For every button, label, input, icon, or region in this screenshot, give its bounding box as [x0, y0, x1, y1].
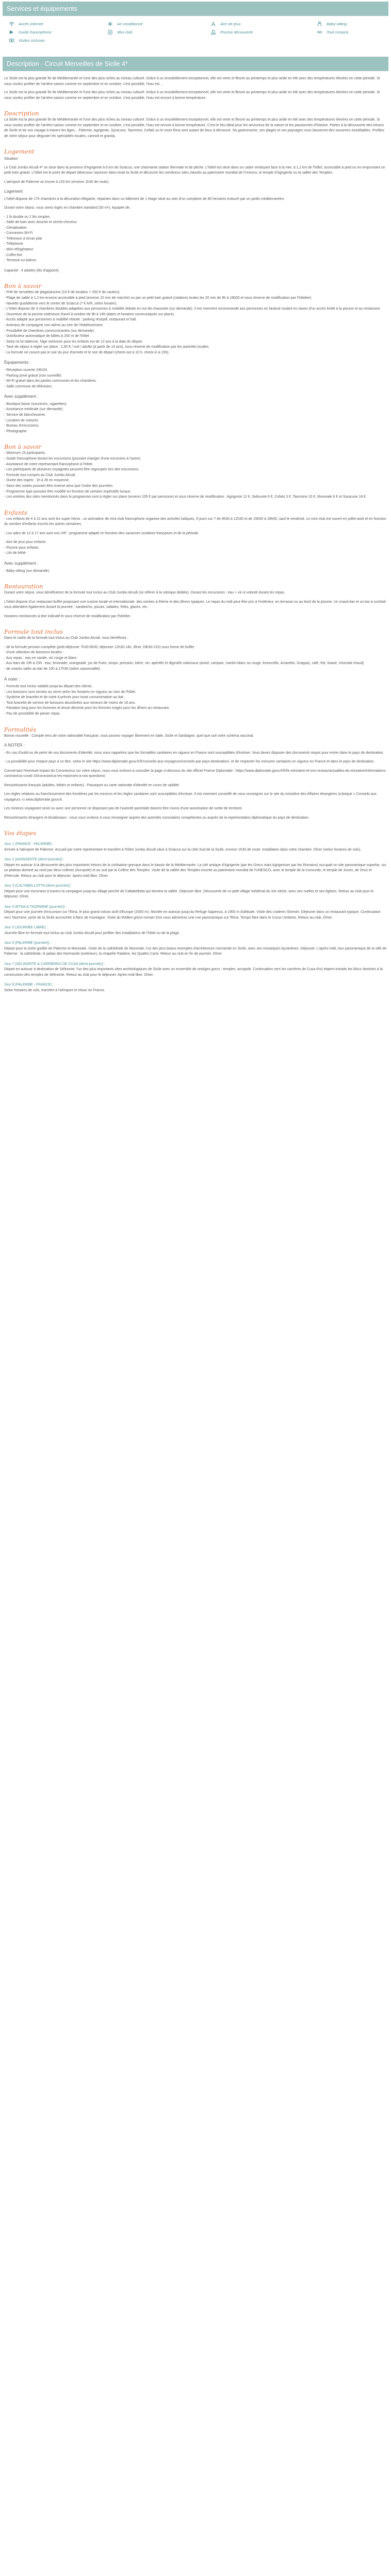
- list-item: - Aux repas : eau en carafe, vin rouge et blanc: [4, 656, 77, 660]
- all-inclusive-notes-label: À noter :: [4, 676, 20, 682]
- intro-paragraph: Le Sicile est la plus grande île de Méditerranée et l'une des plus riches au niveau culturel. Grâce à un ensoleillement exceptionnel, elle est verte et fleurie au printemps et plus aride en été avec des températures élevées en cette période. Si vous voulez profiter de l'arrière-saison comme en septembre et en octobre, c'est possible, l'eau est ...: [4, 77, 380, 86]
- list-item: - 1 lit double ou 2 lits simples: [4, 215, 50, 219]
- list-item: - Salle commune de télévision.: [4, 384, 53, 388]
- list-item: - Service de blanchisserie.: [4, 413, 46, 417]
- children-list: [4, 540, 387, 556]
- facilities-label: Équipements :: [4, 360, 31, 365]
- list-item: - Distributeur automatique de billets à 250 m de l'hôtel.: [4, 334, 90, 338]
- formalities-paragraph: - En cas d'oubli ou de perte de vos documents d'identité, nous vous rappelons que les formalités sanitaires en vigueur en France sont susceptibles d'évoluer. Vous devez disposer des documents requis pour entrer dans le pays de destination.: [4, 751, 384, 755]
- all-inclusive-notes: [4, 684, 387, 717]
- day-title: Jour 6 (PALERME (journée)) :: [4, 941, 52, 945]
- restaurant-paragraph: Horaires mentionnés à titre indicatif et sous réserve de modification par l'hôtelier.: [4, 614, 132, 618]
- situation-label: Situation: [4, 157, 18, 161]
- list-item: - Pas de possibilité de panier repas.: [4, 712, 61, 716]
- list-item: - Photographe.: [4, 429, 28, 433]
- list-item: - Piscine pour enfants.: [4, 546, 40, 550]
- rooms-label: Logement: [4, 189, 23, 194]
- amenity-item: [107, 21, 210, 27]
- wifi-icon: [9, 21, 14, 27]
- all-inclusive-icon: [317, 29, 322, 35]
- list-item: - Bureau d'excursions.: [4, 424, 40, 428]
- list-item: - Terrasse ou balcon: [4, 259, 37, 263]
- baby-icon: [317, 21, 322, 27]
- list-item: - Climatisation: [4, 226, 27, 230]
- list-item: - d'une sélection de boissons locales :: [4, 651, 64, 655]
- list-item: - Wi-Fi gratuit dans les parties communes et les chambres.: [4, 379, 97, 383]
- day-text: Journée libre en formule tout inclus au club Jumbo Alcudi pour profiter des installations de l'hôtel ou de la plage.: [4, 931, 180, 935]
- all-inclusive-intro: Dans le cadre de la formule tout inclus au Club Jumbo Alcudi, vous bénéficiez :: [4, 636, 128, 640]
- children-paid-list: [4, 569, 387, 574]
- list-item: - Taxe de séjour à régler sur place : 2,50 € / nuit / adulte (à partir de 14 ans), sous réserve de modification par les autorités locales.: [4, 345, 210, 349]
- list-item: - Location de voitures.: [4, 418, 39, 422]
- list-item: - Selon la loi italienne, l'âge minimum pour les enfants est de 12 ans à la date du départ.: [4, 340, 143, 344]
- amenity-item: [210, 29, 317, 35]
- section-title-formalities: Formalités: [4, 725, 37, 733]
- formalities-paragraph: Les mineurs voyageant seuls ou avec une personne ne disposant pas de l'autorité parentale doivent être munis d'une autorisation de sortie de territoire.: [4, 807, 243, 811]
- list-item: - Mini-réfrigérateur: [4, 248, 34, 252]
- formalities-paragraph: Les règles relatives au franchissement des frontières par les mineurs et les règles sanitaires sont susceptibles d'évoluer. Il est vivement conseillé de vous renseigner sur le site du ministère des Affaires étrangères (rubrique « Conseils aux voyageurs ») www.diplomatie.gouv.fr.: [4, 792, 377, 802]
- list-item: - Durée des trajets : 1h à 3h en moyenne.: [4, 479, 70, 483]
- day-text: Départ en autocar à la découverte des plus importants trésors de la civilisation grecque dans le bassin de la Méditerranée. La cité antique d'Agrigente (par les Grecs mais Agrigentum par les Romains) occupait un site panoramique superbe, sur un plateau dominé au nord par deux collines (Acropole) et au sud par la Colline des Temples. Visite de la vallée des Temples inscrite au patrimoine mondial de l'UNESCO, avec le temple de la Concorde, le temple de Junon, de Zeus et d'Hercule. Retour au club pour le déjeuner. Après-midi libre. Dîner.: [4, 863, 386, 878]
- list-item: - Les boissons sont servies au verre selon les horaires en vigueur au sein de l'hôtel.: [4, 690, 136, 694]
- section-title-info: Bon à savoir: [4, 282, 42, 290]
- day-title: Jour 8 (PALERME - FRANCE) :: [4, 983, 54, 987]
- day-text: Départ en autocar à destination de Sélinonte, l'un des plus importants sites archéologiques de Sicile avec un ensemble de vestiges grecs : temples, acropole. Continuation vers les carrières de Cusa d'où étaient extraits les blocs destinés à la construction des temples de Sélinonte. Retour au club pour le déjeuner. Après-midi libre. Dîner.: [4, 968, 383, 977]
- amenity-label: Accès internet: [19, 22, 43, 26]
- all-inclusive-list: [4, 645, 387, 672]
- amenity-label: Mini club: [117, 30, 133, 35]
- formalities-paragraph: Concernant l'éventuel impact du Coronavirus sur votre séjour, nous vous invitons à consulter la page ci-dessous du site officiel France Diplomatie : https://www.diplomatie.gouv.fr/fr/le-ministere-et-son-reseau/actualites-du-ministere/informations-coronavirus-covid-19/coronavirus-les-reponses-a-vos-questions/: [4, 769, 387, 778]
- formalities-paragraph: Ressortissants français (adultes, bébés et enfants) : Passeport ou carte nationale d'identité en cours de validité.: [4, 783, 180, 787]
- rooms-equipment-list: [4, 215, 387, 264]
- day-text: Selon horaires de vols, transfert à l'aéroport et retour en France.: [4, 988, 105, 992]
- list-item: - Lits de bébé.: [4, 551, 27, 555]
- section-title-description: Description: [4, 110, 39, 117]
- mini-club-icon: [107, 29, 113, 35]
- description-header: Description - Circuit Merveilles de Sicile 4*: [3, 57, 388, 71]
- list-item: - Pantalon long pour les hommes et tenue décente pour les femmes exigés pour les dîners au restaurant.: [4, 706, 170, 710]
- guide-icon: [9, 29, 14, 35]
- list-item: - Animaux de compagnie non admis au sein de l'établissement.: [4, 323, 104, 327]
- restaurant-paragraph: Durant votre séjour, vous bénéficierez de la formule tout inclus au Club Jumbo Alcudi (se référer à la rubrique dédiée). Durant les excursions : eau + vin à volonté durant les repas.: [4, 591, 285, 595]
- airport-paragraph: L'aéroport de Palerme se trouve à 120 km (environ 1h30 de route).: [4, 180, 109, 184]
- amenities-grid: [3, 16, 388, 46]
- amenity-label: Tout compris: [327, 30, 349, 35]
- list-item: - Connexion Wi-Fi: [4, 231, 33, 235]
- list-item: - Possibilité de chambres communicantes (sur demande).: [4, 329, 95, 333]
- list-item: - Formule tout inclus valable jusqu'au départ des clients.: [4, 685, 93, 689]
- list-item: - Tout bracelet de service de boissons alcoolisées aux mineurs de moins de 18 ans.: [4, 701, 136, 705]
- day-title: Jour 3 (CALTABELLOTTA (demi-journée)) :: [4, 884, 72, 888]
- list-item: - Ouverture de la piscine extérieure d'avril à octobre de 9h à 19h (dates et horaires communiqués sur place).: [4, 312, 175, 316]
- description-paragraph: La Sicile est la plus grande île de Méditerranée et l'une des plus riches au niveau culturel. Grâce à un ensoleillement exceptionnel, elle est verte et fleurie au printemps et plus aride en été avec des températures élevées en cette période. Si vous voulez profiter de l'arrière-saison comme en septembre et en octobre, c'est possible, l'eau est encore à bonne température. C'est le lieu idéal pour les amoureux de la nature et les passionnés d'histoire. Partez à la découverte des trésors de Sicile et de son voyage à travers les âges... Palerme, Agrigente, Syracuse, Taormine, Cefalù ou le mont Etna sont autant de lieux à découvrir. Sa gastronomie, ses plages et ses paysages vous laisseront des souvenirs inoubliables. Profitez de votre séjour pour déguster les spécialités locales, cannoli et granita.: [4, 118, 385, 138]
- itinerary: [4, 842, 387, 993]
- day-title: Jour 7 (SELINONTE & CARRIÈRES DE CUSA (demi-journée)) :: [4, 962, 106, 966]
- list-item: - Système de bracelet et de carte à prévoir pour toute consommation au bar.: [4, 696, 124, 700]
- list-item: - Formule tout compris au Club Jumbo Alcudi.: [4, 473, 76, 477]
- list-item: - Assistance médicale (sur demande).: [4, 408, 64, 412]
- list-item: - L'hôtel dispose de 3 chambres doubles adaptées aux personnes à mobilité réduite en rez-de-chaussée (sur demande). Il est vivement recommandé aux personnes en fauteuil roulant en raison d'un accès limité à la piscine et au restaurant.: [4, 307, 381, 311]
- list-item: - Les participants de plusieurs voyagistes peuvent être regroupés lors des excursions.: [4, 468, 139, 472]
- list-item: - Baby-sitting (sur demande).: [4, 569, 50, 573]
- restaurant-paragraph: L'hôtel dispose d'un restaurant buffet proposant une cuisine locale et internationale, des soirées à thème et des dîners typiques. Le repas du midi peut être pris à l'extérieur, en terrasse ou au bord de la piscine. Un snack-bar et un bar à cocktail vous attendent également durant la journée : sandwichs, pizzas, salades, frites, glaces, etc.: [4, 600, 386, 609]
- amenity-item: [317, 29, 391, 35]
- capacity-paragraph: Capacité : 4 adultes (lits d'appoint).: [4, 268, 60, 273]
- facilities-list: [4, 368, 387, 389]
- excursion-icon: [9, 38, 14, 43]
- formalities-note-label: A NOTER :: [4, 743, 25, 748]
- section-title-itinerary: Vos étapes: [4, 829, 37, 837]
- day-title: Jour 1 (FRANCE - PALERME) :: [4, 842, 54, 846]
- list-item: - Réception ouverte 24h/24.: [4, 368, 48, 372]
- day-title: Jour 4 (ETNA & TAORMINE (journée)) :: [4, 905, 67, 909]
- list-item: - Prêt de serviettes de plage/piscine (10 € de location + 250 € de caution).: [4, 291, 121, 295]
- amenity-item: [9, 21, 107, 27]
- list-item: - de la formule pension complète (petit-déjeuner 7h30-9h30, déjeuner 12h30-14h, dîner 19h30-21h) sous forme de buffet: [4, 645, 194, 649]
- amenity-item: [107, 29, 210, 35]
- list-item: - Minimum 15 participants.: [4, 451, 46, 455]
- paid-services-label: Avec supplément :: [4, 394, 39, 399]
- rooms-equipment-intro: Durant votre séjour, vous serez logés en chambre standard (30 m²), équipée de :: [4, 206, 132, 210]
- children-paid-label: Avec supplément :: [4, 561, 39, 566]
- description-content: [3, 71, 388, 993]
- list-item: - La formule ne couvre pas le soir du jour d'arrivée et le soir de départ (check-out à 10 h, check-in à 15h).: [4, 350, 170, 354]
- day-title: Jour 2 (AGRIGENTE (demi-journée)) :: [4, 858, 64, 862]
- intro-block: [4, 76, 387, 101]
- amenity-item: [9, 38, 107, 43]
- section-title-restaurant: Restauration: [4, 583, 43, 590]
- list-item: - Sans des visites pouvant être inversé ainsi que l'ordre des journées.: [4, 484, 113, 488]
- day-text: Arrivée à l'aéroport de Palerme. Accueil par notre représentant et transfert à l'hôtel Jumbo Alcudi situé à Sciacca sur la côte Sud de la Sicile, environ 1h30 de route. Installation dans votre chambre. Dîner (selon horaires de vols).: [4, 848, 362, 852]
- amenities-header: Services et équipements: [3, 2, 388, 16]
- snowflake-icon: [107, 21, 113, 27]
- list-item: - Aux bars de 10h à 23h : eau, limonade, orangeade, jus de fruits, sirops, pression, bière, vin, apéritifs et digestifs nationaux (anisé, campari, martini blanc ou rouge, limoncello, Amaretto, Grappa), café, thé, tisane, chocolat chaud): [4, 662, 364, 666]
- list-item: - Programme type pouvant être modifié en fonction de certains impératifs locaux.: [4, 489, 132, 494]
- tour-info-list: [4, 451, 387, 500]
- list-item: - Coffre-fort: [4, 253, 23, 257]
- amenity-label: Piscine découverte: [220, 30, 253, 35]
- list-item: - Salle de bain avec douche et sèche-cheveux: [4, 221, 77, 225]
- teens-paragraph: - Les ados de 12 à 17 ans sont nos VIP : programme adapté en fonction des vacances scolaires françaises et de la période.: [4, 531, 199, 535]
- list-item: - Navette quotidienne vers le centre de Sciacca (7 € A/R, selon horaire).: [4, 301, 118, 306]
- amenity-item: [317, 21, 391, 27]
- section-title-children: Enfants: [4, 509, 27, 516]
- list-item: - Assistance de notre représentant francophone à l'hôtel.: [4, 462, 93, 466]
- paid-services-list: [4, 402, 387, 435]
- list-item: - de snacks salés au bar de 10h à 17h30 (selon saisonnalité).: [4, 667, 101, 671]
- playground-icon: [210, 21, 216, 27]
- children-paragraph: - Les enfants de 4 à 12 ans sont les super héros : un animateur de mini-club francophone organise des activités ludiques, 6 jours sur 7 de 9h30 à 12h30 et de 15h00 à 18h00, sauf le vendredi. Le mini-club est ouvert en juillet-août et en fonction du nombre d'enfants inscrits les autres semaines.: [4, 517, 386, 527]
- section-title-tour-info: Bon à savoir: [4, 443, 42, 451]
- amenity-item: [9, 29, 107, 35]
- amenity-label: Air conditionné: [117, 22, 143, 26]
- list-item: - Télévision à écran plat: [4, 236, 42, 241]
- amenity-item: [210, 21, 317, 27]
- day-text: Départ pour la visite guidée de Palerme et Monreale. Visite de la cathédrale de Monreale, l'un des plus beaux exemples d'architecture normande en Sicile, avec ses mosaïques byzantines. Déjeuner. L'après-midi, tour panoramique de la ville de Palerme : la cathédrale, le palais des Normands (extérieur), la chapelle Palatine, les Quattro Canti. Retour au club en fin de journée. Dîner.: [4, 946, 387, 956]
- rooms-paragraph: L'hôtel dispose de 175 chambres à la décoration élégante, réparties dans un bâtiment de 1 étage situé au sein d'un complexe de 80 hectares entouré par un jardin méditerranéen.: [4, 197, 285, 201]
- amenity-label: Baby-sitting: [327, 22, 347, 26]
- list-item: - Boutique bazar (souvenirs, cigarettes).: [4, 402, 68, 406]
- day-text: Départ pour une journée d'excursion sur l'Etna, le plus grand volcan actif d'Europe (3300 m). Montée en autocar jusqu'au Refuge Sapienza, à 1900 m d'altitude. Visite des cratères Silvestri. Déjeuner dans un restaurant typique. Continuation vers Taormine, perle de la Sicile accrochée à flanc de montagne. Visite du théâtre gréco-romain d'où vous admirerez une vue panoramique sur l'Etna. Temps libre dans le Corso Umberto. Retour au club. Dîner.: [4, 910, 381, 920]
- section-title-logement: Logement: [4, 148, 35, 155]
- situation-paragraph: Le Club Jumbo Alcudi 4* se situe dans la province d'Agrigente à 6 km de Sciacca, une charmante station thermale et de pêche. L'hôtel est situé dans un cadre verdoyant face à la mer, à 1,2 km de l'hôtel, accessible à pied ou en empruntant un petit train gratuit. L'hôtel est le point de départ idéal pour rayonner dans toute la Sicile et découvrir les nombreux sites classés au patrimoine mondial de l'Unesco, le temple d'Agrigente ou la vallée des Temples.: [4, 165, 385, 175]
- list-item: - Accès adapté aux personnes à mobilité réduite : parking réceptif, restaurant et hall.: [4, 318, 137, 322]
- list-item: - Guide francophone durant les excursions (pouvant changer d'une excursion à l'autre).: [4, 457, 141, 461]
- list-item: - Parking privé gratuit (non surveillé).: [4, 374, 62, 378]
- amenity-label: Aire de jeux: [220, 22, 241, 26]
- formalities-paragraph: Ressortissants étrangers et binationaux : nous vous invitons à vous renseigner auprès des autorités consulaires compétentes ou auprès de la représentation diplomatique du pays de destination.: [4, 816, 309, 820]
- formalities-paragraph: - La possibilité pour chaque pays à ce titre, selon le site https://www.diplomatie.gouv.fr/fr/conseils-aux-voyageurs/conseils-par-pays-destination/, et de respecter les mesures sanitaires en vigueur en France et dans le pays de destination.: [4, 760, 375, 764]
- page: [0, 2, 391, 1002]
- info-list: [4, 290, 387, 355]
- list-item: - Plage de sable à 1,2 km environ accessible à pied (environ 10 min de marche) ou par un petit train gratuit (rotations toutes les 20 min de 9h à 18h00 et sous réserve de modification par l'hôtelier).: [4, 296, 313, 300]
- formalities-paragraph: Bonne nouvelle : Compte tenu de votre nationalité française, vous pouvez voyager librement en Italie, Sicile et Sardaigne, quel que soit votre schéma vaccinal.: [4, 734, 254, 738]
- day-text: Départ pour une excursion à travers la campagne jusqu'au village perché de Caltabellotta qui domine la vallée. Déjeuner libre. Découverte de ce petit village médiéval du XIe siècle, avec ses ruelles et ses églises. Retour au club pour le déjeuner. Dîner.: [4, 889, 374, 899]
- list-item: - Aire de jeux pour enfants.: [4, 540, 47, 545]
- pool-icon: [210, 29, 216, 35]
- amenity-label: Visites incluses: [19, 38, 45, 43]
- section-title-all-inclusive: Formule tout inclus: [4, 628, 63, 636]
- intro-paragraph: Le Sicile est la plus grande île de Méditerranée et l'une des plus riches au niveau culturel. Grâce à un ensoleillement exceptionnel, elle est verte et fleurie au printemps et plus aride en été avec des températures élevées en cette période. Si vous voulez profiter de l'arrière-saison comme en septembre et en octobre, c'est possible, l'eau est encore à bonne température.: [4, 91, 380, 100]
- day-title: Jour 5 (JOURNÉE LIBRE) :: [4, 926, 48, 930]
- list-item: - Les entrées des sites mentionnés dans le programme sont à régler sur place (environ 105 € par personne) et sous réserve de modification : Agrigente 12 €, Selinunte 6 €, Cefalù 3 €, Taormine 10 €, Monreale 6 € et Syracuse 18 €.: [4, 495, 367, 499]
- amenity-label: Guide francophone: [19, 30, 52, 35]
- list-item: - Téléphone: [4, 242, 23, 246]
